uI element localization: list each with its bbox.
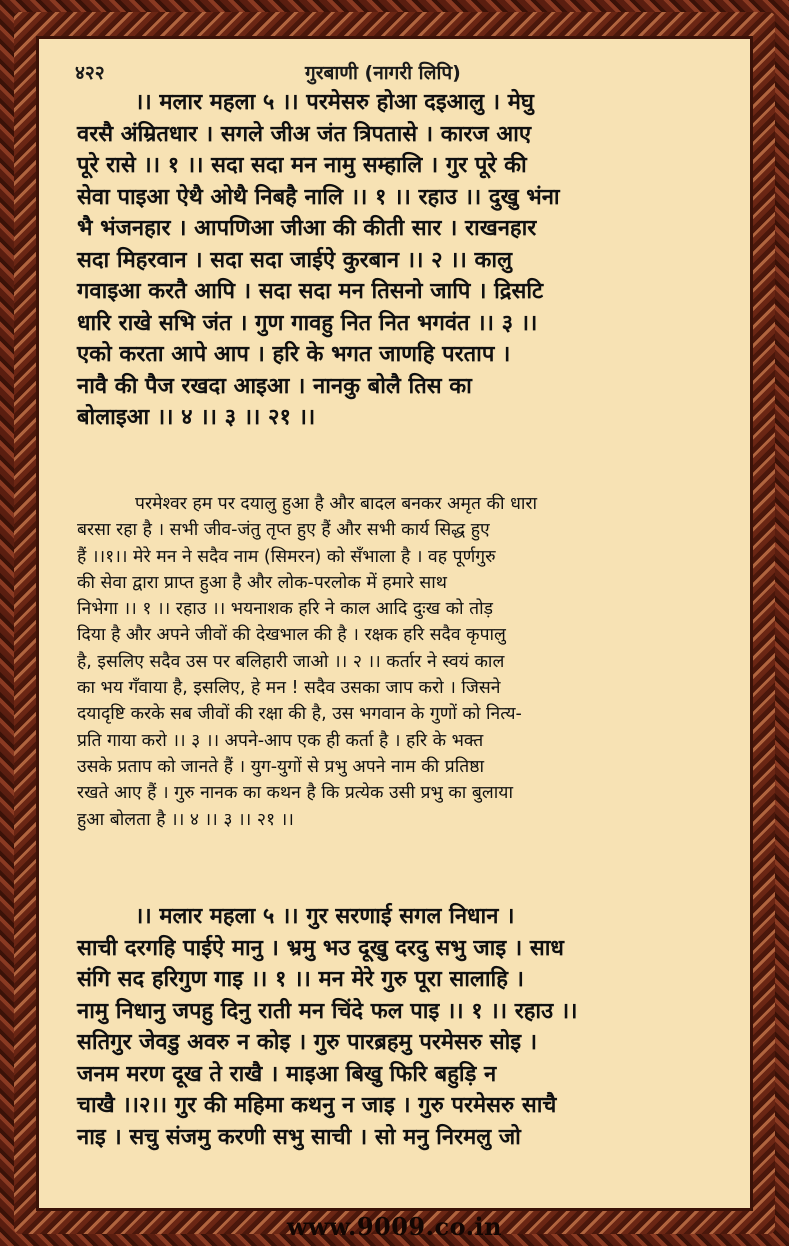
verse-line: नावै की पैज रखदा आइआ । नानकु बोलै तिस का (77, 373, 472, 399)
shabad-2 (77, 901, 723, 1153)
translation-line: रखते आए हैं । गुरु नानक का कथन है कि प्रत्येक उसी प्रभु का बुलाया (77, 783, 513, 804)
verse-line: संगि सद हरिगुण गाइ ।। १ ।। मन मेरे गुरु पूरा सालाहि । (77, 967, 524, 992)
shabad-1 (77, 87, 723, 434)
verse-line: एको करता आपे आप । हरि के भगत जाणहि परताप । (77, 342, 511, 367)
translation-line: दयादृष्टि करके सब जीवों की रक्षा की है, उस भगवान के गुणों को नित्य- (77, 704, 522, 725)
verse-line: सेवा पाइआ ऐथै ओथै निबहै नालि ।। १ ।। रहाउ ।। दुखु भंना (77, 184, 560, 210)
verse-line: सतिगुर जेवडु अवरु न कोइ । गुरु पारब्रहमु परमेसरु सोइ । (77, 1030, 538, 1055)
verse-line: बोलाइआ ।। ४ ।। ३ ।। २१ ।। (77, 405, 316, 430)
translation-line: हैं ।।१।। मेरे मन ने सदैव नाम (सिमरन) को सँभाला है । वह पूर्णगुरु (77, 546, 496, 567)
verse-line: ।। मलार महला ५ ।। परमेसरु होआ दइआलु । मेघु (135, 90, 534, 115)
translation-line: हुआ बोलता है ।। ४ ।। ३ ।। २१ ।। (77, 809, 294, 830)
page-number: ४२२ (75, 62, 105, 84)
translation-line: दिया है और अपने जीवों की देखभाल की है । रक्षक हरि सदैव कृपालु (77, 625, 506, 646)
page-title: गुरबाणी (नागरी लिपि) (305, 62, 461, 84)
verse-line: नाइ । सचु संजमु करणी सभु साची । सो मनु निरमलु जो (77, 1124, 521, 1150)
verse-line: धारि राखे सभि जंत । गुण गावहु नित नित भगवंत ।। ३ ।। (77, 310, 538, 336)
website-url[interactable]: www.9009.co.in (286, 1212, 503, 1241)
translation-line: परमेश्वर हम पर दयालु हुआ है और बादल बनकर अमृत की धारा (135, 494, 538, 514)
verse-line: वरसै अंम्रितधार । सगले जीअ जंत त्रिपतासे । कारज आए (77, 121, 532, 147)
verse-line: नामु निधानु जपहु दिनु राती मन चिंदे फल पाइ ।। १ ।। रहाउ ।। (77, 998, 578, 1024)
verse-line: जनम मरण दूख ते राखै । माइआ बिखु फिरि बहुड़ि न (77, 1061, 497, 1087)
scripture-page (36, 36, 753, 1211)
translation-line: निभेगा ।। १ ।। रहाउ ।। भयनाशक हरि ने काल आदि दुःख को तोड़ (77, 599, 493, 620)
verse-line: साची दरगहि पाईऐ मानु । भ्रमु भउ दूखु दरदु सभु जाइ । साध (77, 935, 564, 961)
translation-line: बरसा रहा है । सभी जीव-जंतु तृप्त हुए हैं और सभी कार्य सिद्ध हुए (77, 520, 490, 541)
translation-line: की सेवा द्वारा प्राप्त हुआ है और लोक-परलोक में हमारे साथ (77, 572, 447, 593)
verse-line: पूरे रासे ।। १ ।। सदा सदा मन नामु सम्हालि । गुर पूरे की (77, 153, 527, 178)
page-header (75, 59, 715, 89)
translation-line: है, इसलिए सदैव उस पर बलिहारी जाओ ।। २ ।। कर्तार ने स्वयं काल (77, 651, 505, 672)
translation-line: उसके प्रताप को जानते हैं । युग-युगों से प्रभु अपने नाम की प्रतिष्ठा (77, 756, 485, 777)
verse-line: सदा मिहरवान । सदा सदा जाईऐ कुरबान ।। २ ।। कालु (77, 247, 513, 273)
translation-line: का भय गँवाया है, इसलिए, हे मन ! सदैव उसका जाप करो । जिसने (77, 678, 501, 699)
verse-line: चाखै ।।२।। गुर की महिमा कथनु न जाइ । गुरु परमेसरु साचै (77, 1093, 557, 1118)
translation (77, 491, 723, 833)
verse-line: ।। मलार महला ५ ।। गुर सरणाई सगल निधान । (135, 904, 515, 929)
translation-line: प्रति गाया करो ।। ३ ।। अपने-आप एक ही कर्ता है । हरि के भक्त (77, 730, 484, 751)
verse-line: गवाइआ करतै आपि । सदा सदा मन तिसनो जापि । द्रिसटि (77, 279, 544, 304)
verse-line: भै भंजनहार । आपणिआ जीआ की कीती सार । राखनहार (77, 216, 537, 241)
